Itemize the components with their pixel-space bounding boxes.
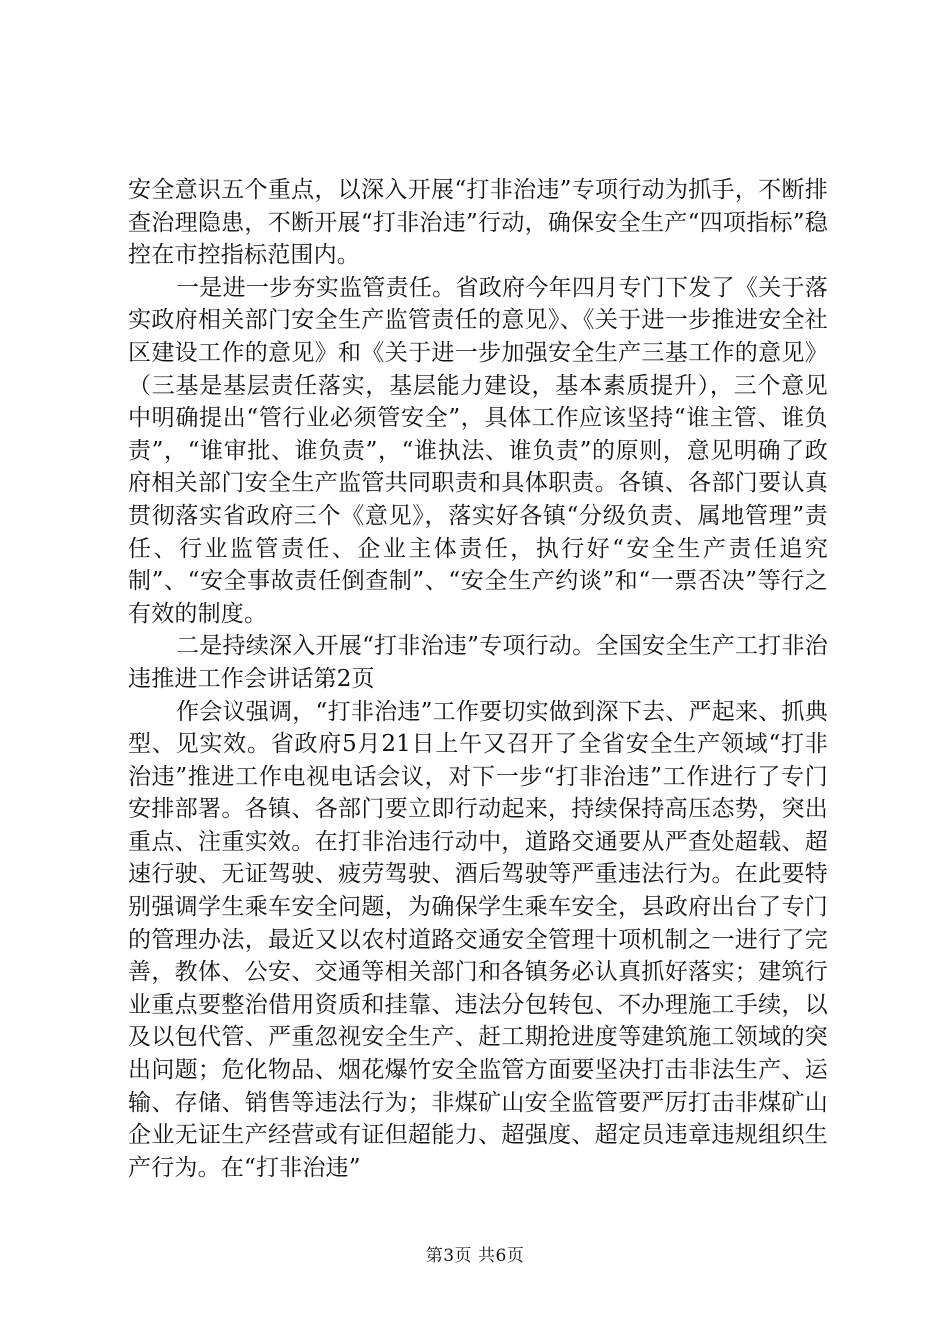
paragraph-1: 安全意识五个重点，以深入开展“打非治违”专项行动为抓手，不断排查治理隐患，不断开展“打非治违”行动，确保安全生产“四项指标”稳控在市控指标范围内。: [128, 177, 828, 269]
paragraph-4: 作会议强调，“打非治违”工作要切实做到深下去、严起来、抓典型、见实效。省政府5月21日上午又召开了全省安全生产领域“打非治违”推进工作电视电话会议，对下一步“打非治违”工作进行了专门安排部署。各镇、各部门要立即行动起来，持续保持高压态势，突出重点、注重实效。在打非治违行动中，道路交通要从严查处超载、超速行驶、无证驾驶、疲劳驾驶、酒后驾驶等严重违法行为。在此要特别强调学生乘车安全问题，为确保学生乘车安全，县政府出台了专门的管理办法，最近又以农村道路交通安全管理十项机制之一进行了完善，教体、公安、交通等相关部门和各镇务必认真抓好落实；建筑行业重点要整治借用资质和挂靠、违法分包转包、不办理施工手续，以及以包代管、严重忽视安全生产、赶工期抢进度等建筑施工领域的突出问题；危化物品、烟花爆竹安全监管方面要坚决打击非法生产、运输、存储、销售等违法行为；非煤矿山安全监管要严厉打击非煤矿山企业无证生产经营或有证但超能力、超强度、超定员违章违规组织生产行为。在“打非治违”: [128, 698, 828, 1181]
page-footer: 第3页 共6页: [425, 1246, 525, 1266]
paragraph-3: 二是持续深入开展“打非治违”专项行动。全国安全生产工打非治违推进工作会讲话第2页: [128, 633, 828, 692]
document-body: [128, 174, 828, 1184]
paragraph-2: 一是进一步夯实监管责任。省政府今年四月专门下发了《关于落实政府相关部门安全生产监管责任的意见》、《关于进一步推进安全社区建设工作的意见》和《关于进一步加强安全生产三基工作的意见》（三基是基层责任落实，基层能力建设，基本素质提升），三个意见中明确提出“管行业必须管安全”，具体工作应该坚持“谁主管、谁负责”，“谁审批、谁负责”，“谁执法、谁负责”的原则，意见明确了政府相关部门安全生产监管共同职责和具体职责。各镇、各部门要认真贯彻落实省政府三个《意见》，落实好各镇“分级负责、属地管理”责任、行业监管责任、企业主体责任，执行好“安全生产责任追究制”、“安全事故责任倒查制”、“安全生产约谈”和“一票否决”等行之有效的制度。: [128, 274, 828, 627]
